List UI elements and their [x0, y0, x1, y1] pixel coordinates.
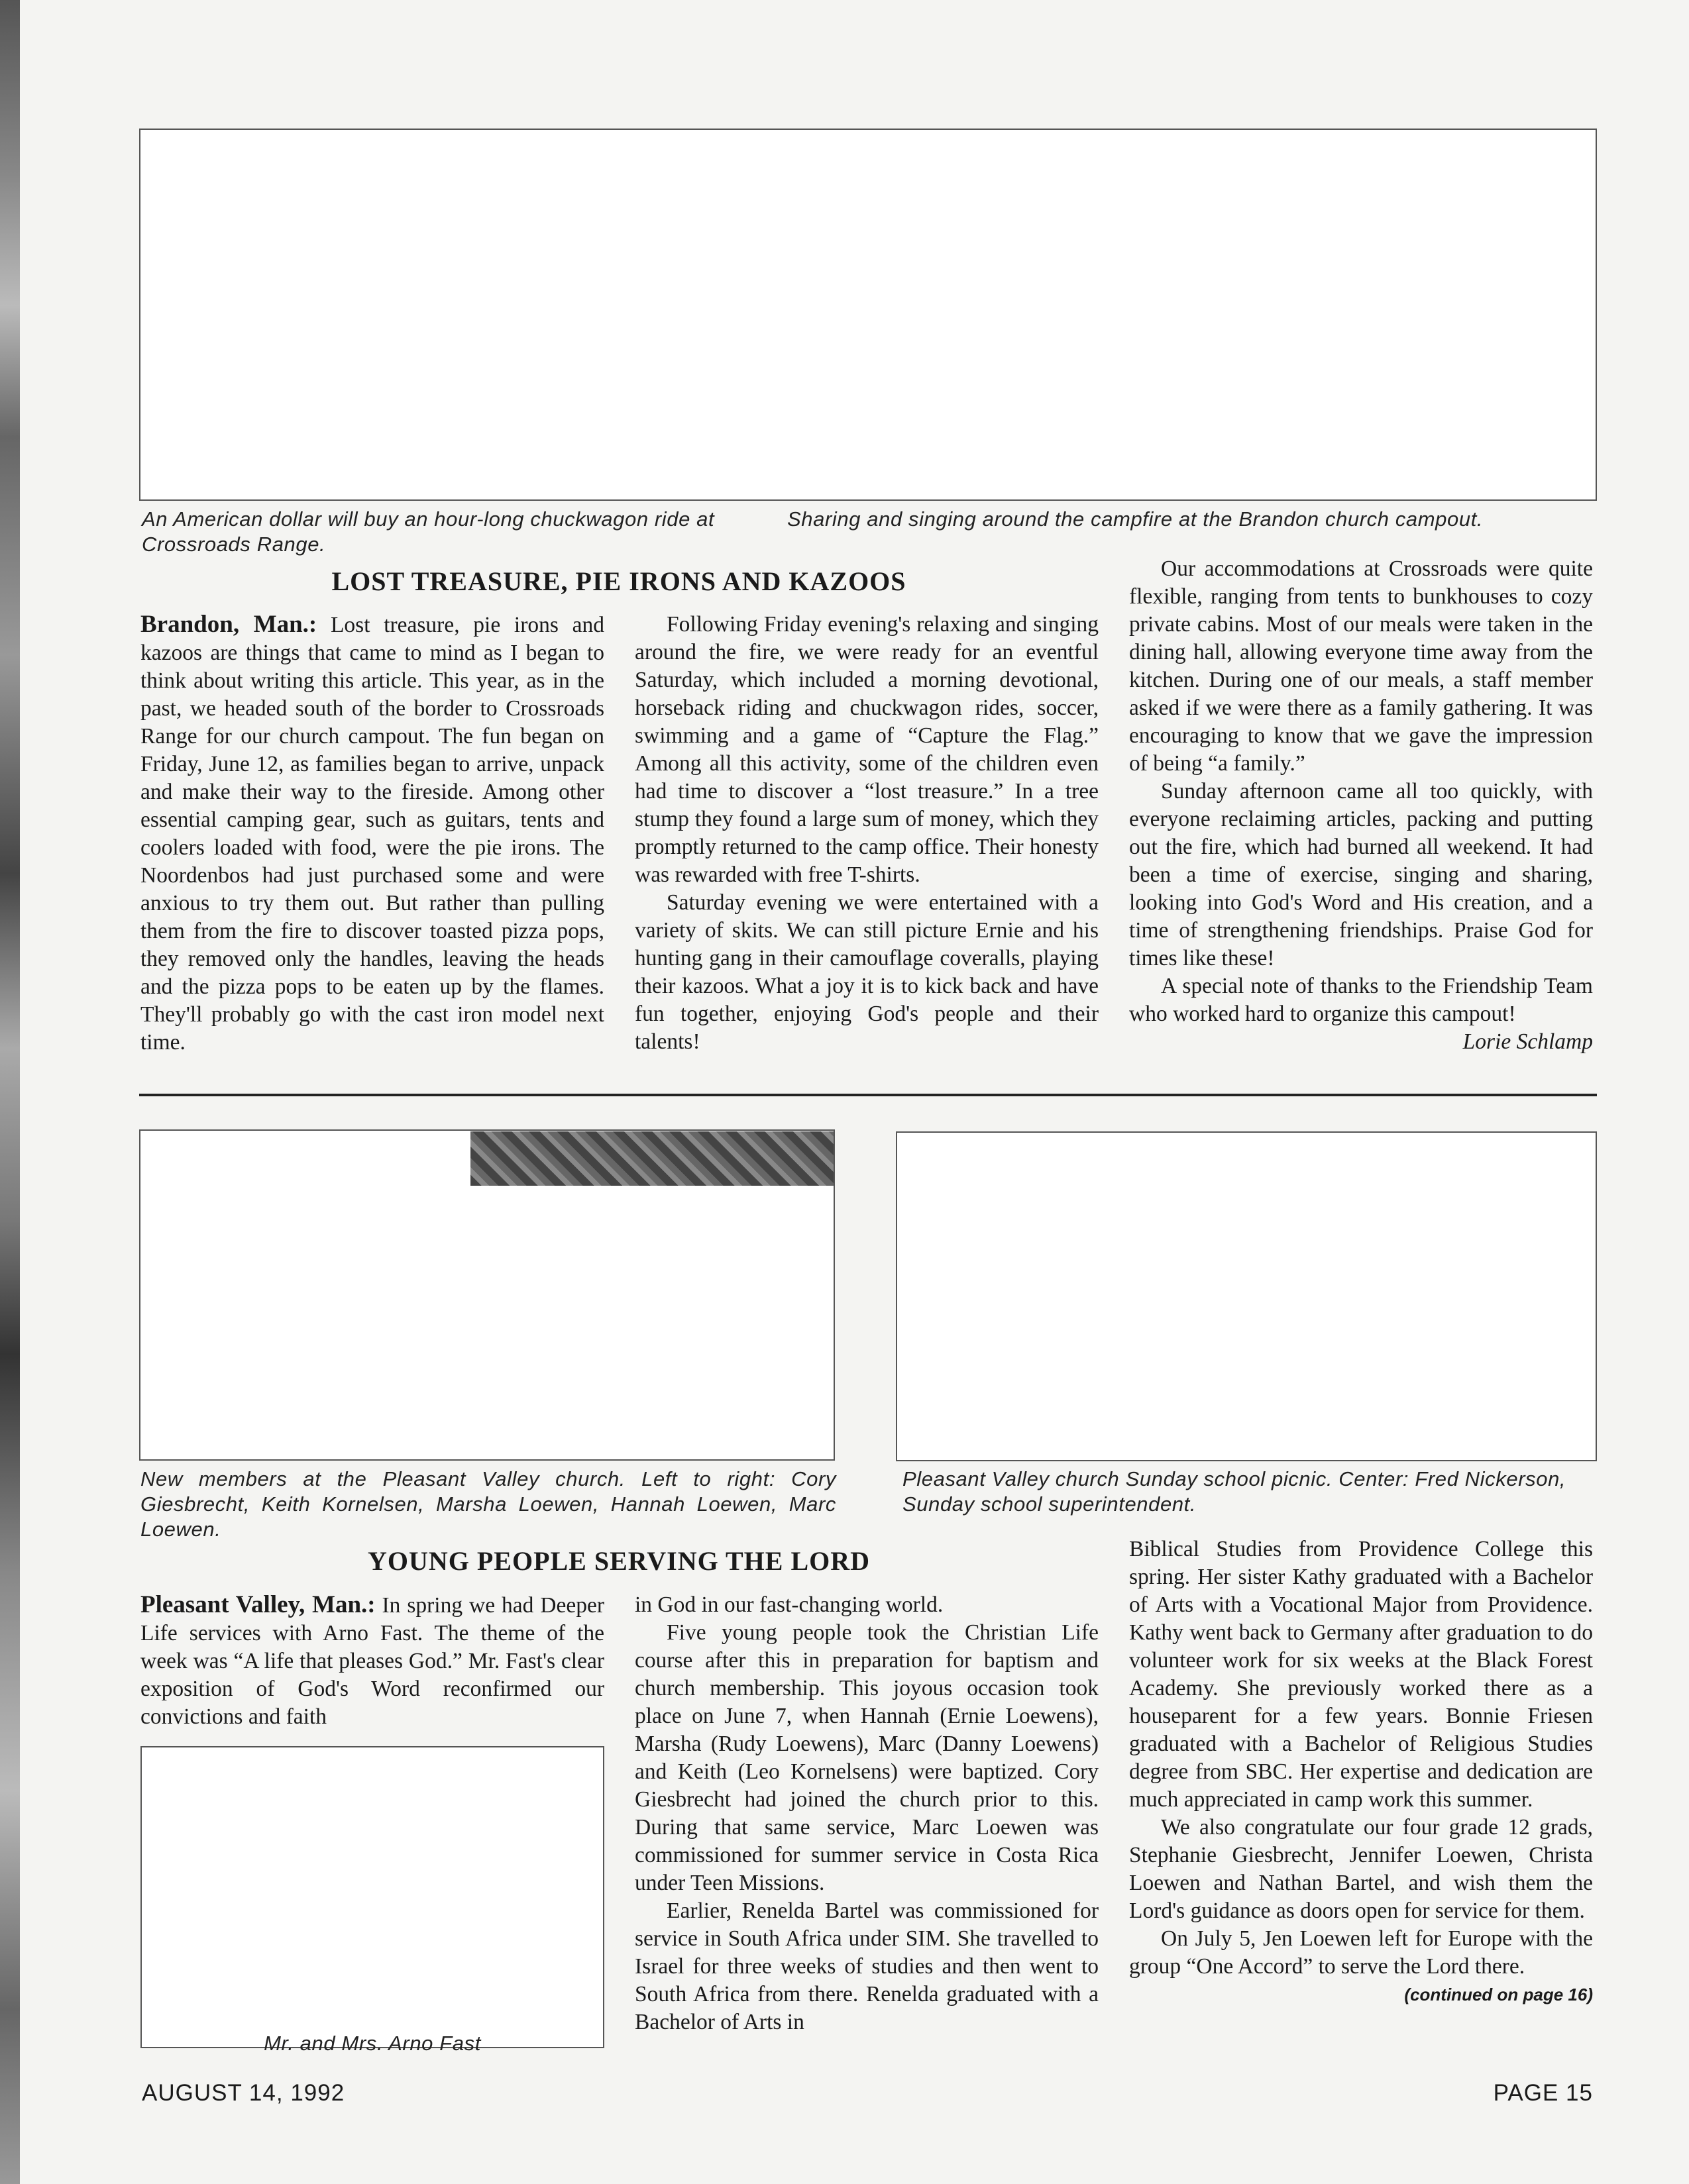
- article2-dateline: Pleasant Valley, Man.:: [140, 1591, 376, 1618]
- continued-notice: (continued on page 16): [1404, 1985, 1593, 2004]
- article1-col3-p1: Our accommodations at Crossroads were quite flexible, ranging from tents to bunkhouses to cozy private cabins. Most of our meals were taken in the dining hall, allowing everyone time away from the kitchen. During one of our meals, a staff member asked if we were there as a family gathering. It was encouraging to know that we gave the impression of being “a family.”: [1129, 556, 1593, 776]
- article2-col2-p2: Five young people took the Christian Life course after this in preparation for baptism and church membership. This joyous occasion took place on June 7, when Hannah (Ernie Loewens), Marsha (Rudy Loewens), Marc (Danny Loewens) and Keith (Leo Kornelsens) were baptized. Cory Giesbrecht had joined the church prior to this. During that same service, Marc Loewen was commissioned for summer service in Costa Rica under Teen Missions.: [635, 1620, 1099, 1895]
- article1-col3-p3: A special note of thanks to the Friendship Team who worked hard to organize this campout!: [1129, 974, 1593, 1026]
- top-caption-right: Sharing and singing around the campfire at the Brandon church campout.: [787, 507, 1484, 531]
- article1-headline: LOST TREASURE, PIE IRONS AND KAZOOS: [331, 566, 906, 596]
- article2-headline: YOUNG PEOPLE SERVING THE LORD: [367, 1546, 871, 1576]
- article1-col1-text: Lost treasure, pie irons and kazoos are things that came to mind as I began to think about writing this article. This year, as in the past, we headed south of the border to Crossroads Range for our church campout. The fun began on Friday, June 12, as families began to arrive, unpack and make their way to the fireside. Among other essential camping gear, such as guitars, tents and coolers loaded with food, were the pie irons. The Noordenbos had just purchased some and were anxious to try them out. But rather than pulling them from the fire to discover toasted pizza pops, they removed only the handles, leaving the heads and the pizza pops to be eaten up by the flames. They'll probably go with the cast iron model next time.: [140, 613, 604, 1055]
- middle-caption-right: Pleasant Valley church Sunday school picnic. Center: Fred Nickerson, Sunday school superintendent.: [902, 1467, 1566, 1516]
- left-edge-strip: [0, 0, 20, 2184]
- arno-fast-photo: [140, 1746, 604, 2048]
- article2-col3-p2: We also congratulate our four grade 12 grads, Stephanie Giesbrecht, Jennifer Loewen, Christa Loewen and Nathan Bartel, and wish them the Lord's guidance as doors open for service for them.: [1129, 1815, 1593, 1923]
- article1-signature: Lorie Schlamp: [1462, 1029, 1593, 1054]
- article1-dateline: Brandon, Man.:: [140, 611, 317, 638]
- article1-col2-p2: Saturday evening we were entertained with a variety of skits. We can still picture Ernie and his hunting gang in their camouflage coveralls, playing their kazoos. What a joy it is to kick back and have fun together, enjoying God's people and their talents!: [635, 890, 1099, 1054]
- footer-date: AUGUST 14, 1992: [142, 2080, 345, 2106]
- article2-col1-text: In spring we had Deeper Life services with Arno Fast. The theme of the week was “A life that pleases God.” Mr. Fast's clear exposition of God's Word reconfirmed our convictions and faith: [140, 1593, 604, 1729]
- section-divider: [139, 1094, 1597, 1096]
- article2-col2-p3: Earlier, Renelda Bartel was commissioned for service in South Africa under SIM. She travelled to Israel for three weeks of studies and then went to South Africa from there. Renelda graduated with a Bachelor of Arts in: [635, 1898, 1099, 2034]
- article1-col3-p2: Sunday afternoon came all too quickly, with everyone reclaiming articles, packing and putting out the fire, which had burned all weekend. It had been a time of exercise, singing and sharing, looking into God's Word and His creation, and a time of strengthening friendships. Praise God for times like these!: [1129, 779, 1593, 970]
- footer-page-number: PAGE 15: [1493, 2080, 1593, 2106]
- article2-col3-p3: On July 5, Jen Loewen left for Europe with the group “One Accord” to serve the Lord there.: [1129, 1926, 1593, 1979]
- middle-photo-left-texture: [470, 1131, 834, 1186]
- article1-col2-p1: Following Friday evening's relaxing and singing around the fire, we were ready for an eventful Saturday, which included a morning devotional, horseback riding and chuckwagon rides, soccer, swimming and a game of “Capture the Flag.” Among all this activity, some of the children even had time to discover a “lost treasure.” In a tree stump they found a large sum of money, which they promptly returned to the camp office. Their honesty was rewarded with free T-shirts.: [635, 612, 1099, 887]
- arno-fast-caption: Mr. and Mrs. Arno Fast: [264, 2032, 481, 2055]
- article2-col1: [140, 1591, 604, 1731]
- article2-col2: [635, 1591, 1099, 2036]
- middle-caption-left: New members at the Pleasant Valley church. Left to right: Cory Giesbrecht, Keith Kornelsen, Marsha Loewen, Hannah Loewen, Marc Loewen.: [140, 1467, 836, 1541]
- article2-col2-p1: in God in our fast-changing world.: [635, 1592, 944, 1617]
- article2-col3: [1129, 1535, 1593, 2008]
- article1-col2: [635, 611, 1099, 1056]
- top-photo: [139, 129, 1597, 501]
- article1-col3: [1129, 555, 1593, 1056]
- article1-col1: [140, 611, 604, 1057]
- article2-col3-p1: Biblical Studies from Providence College this spring. Her sister Kathy graduated with a Bachelor of Arts with a Vocational Major from Providence. Kathy went back to Germany after graduation to do volunteer work for six weeks at the Black Forest Academy. She previously worked there as a houseparent for a few years. Bonnie Friesen graduated with a Bachelor of Religious Studies degree from SBC. Her expertise and dedication are much appreciated in camp work this summer.: [1129, 1537, 1593, 1812]
- top-caption-left: An American dollar will buy an hour-long chuckwagon ride at Crossroads Range.: [142, 507, 715, 556]
- middle-photo-right: [896, 1131, 1597, 1461]
